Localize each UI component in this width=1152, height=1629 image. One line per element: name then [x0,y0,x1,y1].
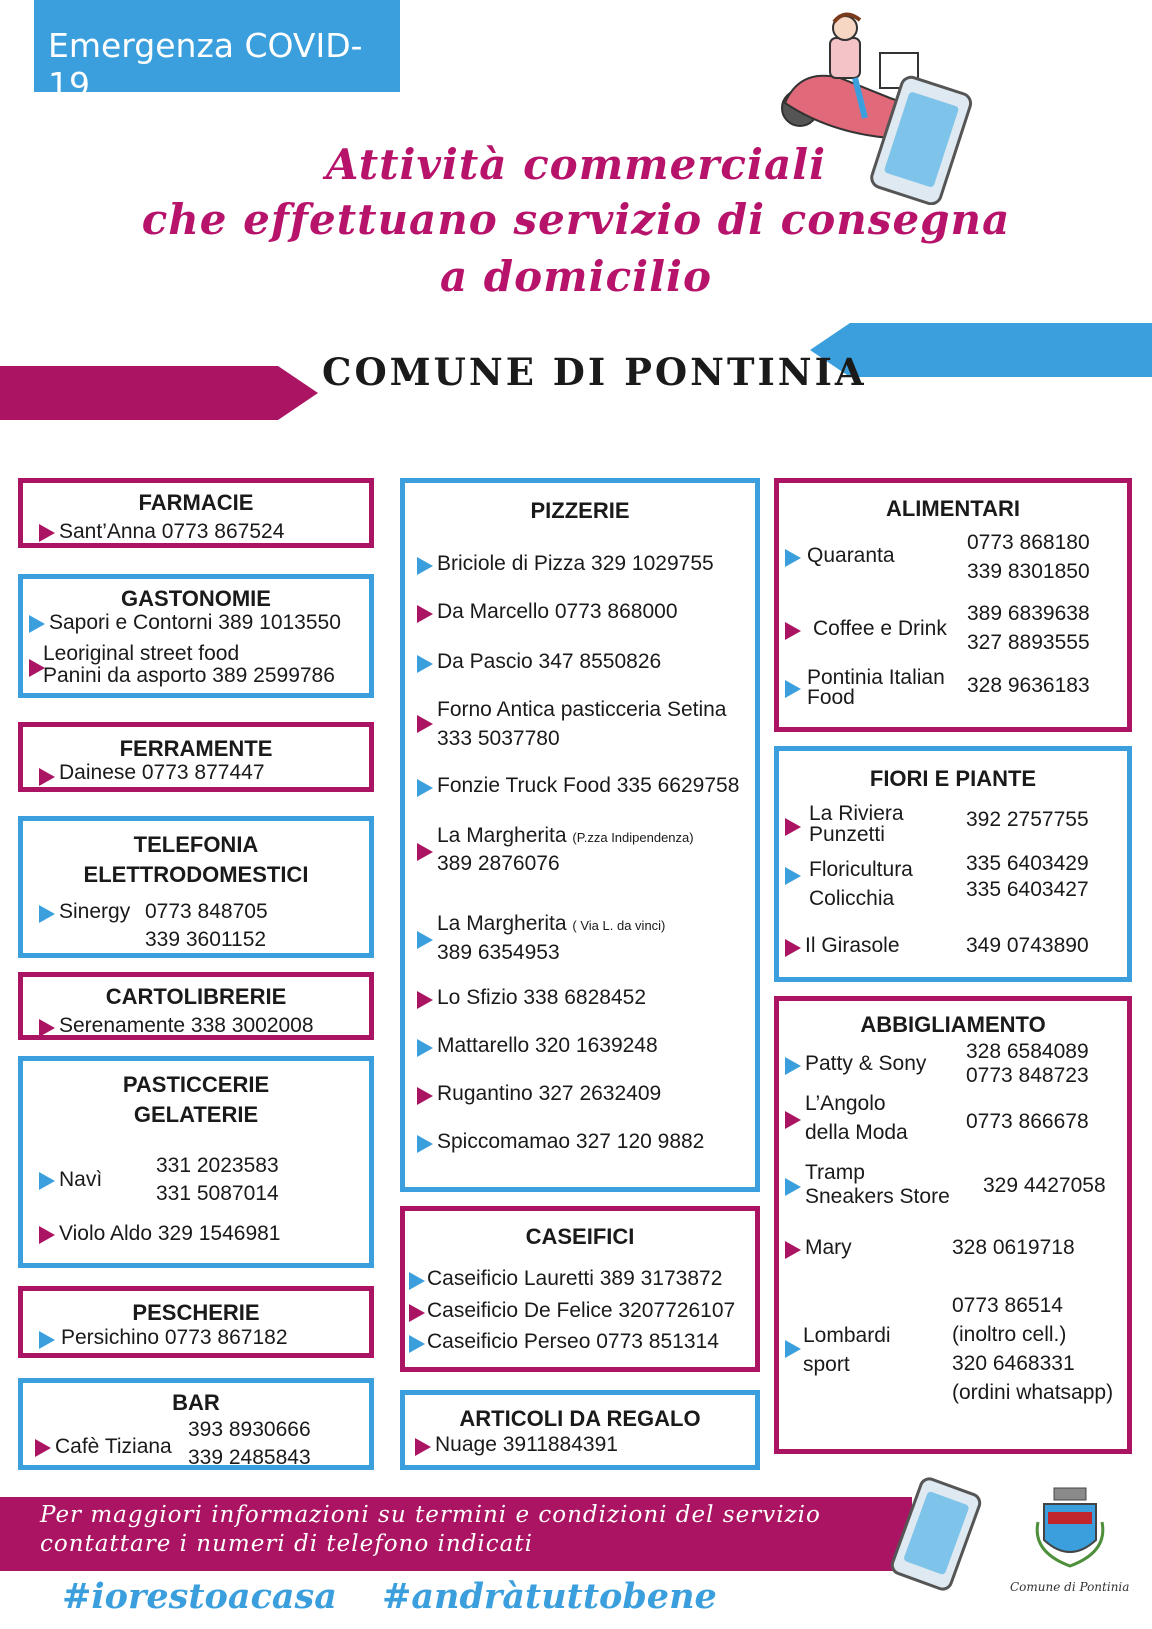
section-title: FIORI E PIANTE [869,766,1037,791]
list-item: L’Angolo [805,1092,886,1115]
bullet-icon [785,1178,801,1196]
phone-number: 0773 848723 [966,1064,1089,1087]
bullet-icon [417,991,433,1009]
bullet-icon [785,622,801,640]
section-title: ARTICOLI DA REGALO [459,1406,701,1431]
phone-number: 328 6584089 [966,1040,1089,1063]
list-item [437,911,665,939]
list-item: Briciole di Pizza 329 1029755 [437,552,714,575]
bullet-icon [39,524,55,542]
section-title: ELETTRODOMESTICI [83,862,309,887]
section-title: PESCHERIE [132,1300,260,1325]
hashtag-andratuttobene: #andràtuttobene [382,1576,717,1617]
section-title: FERRAMENTE [119,736,273,761]
phone-number: 339 8301850 [967,560,1090,583]
section-title: TELEFONIA [133,832,259,857]
bullet-icon [785,1057,801,1075]
coat-of-arms-logo [1030,1482,1110,1578]
list-item-note: (P.zza Indipendenza) [572,830,694,845]
list-item: Caseificio De Felice 3207726107 [427,1299,736,1322]
list-item: Da Marcello 0773 868000 [437,600,678,623]
list-item: Leoriginal street food [43,642,240,665]
bullet-icon [785,1111,801,1129]
section-cartolibrerie [18,972,374,1040]
list-item: Persichino 0773 867182 [61,1326,288,1349]
bullet-icon [785,1340,801,1358]
section-title: BAR [172,1390,220,1415]
bullet-icon [39,1226,55,1244]
list-item: 389 6354953 [437,941,560,964]
section-title: PASTICCERIE [122,1072,270,1097]
list-item: Da Pascio 347 8550826 [437,650,662,673]
list-item: Coffee e Drink [813,617,947,640]
bullet-icon [785,939,801,957]
bullet-icon [409,1335,425,1353]
phone-number: 339 2485843 [188,1446,311,1469]
bullet-icon [785,818,801,836]
smartphone-icon [885,1476,995,1596]
bullet-icon [409,1272,425,1290]
list-item: Sant’Anna 0773 867524 [59,520,285,543]
section-title: PIZZERIE [530,498,630,523]
bullet-icon [417,931,433,949]
list-item: Spiccomamao 327 120 9882 [437,1130,705,1153]
phone-number: 0773 866678 [966,1110,1089,1133]
list-item: Caseificio Perseo 0773 851314 [427,1330,719,1353]
title-line-3: a domicilio [439,252,713,301]
list-item: Navì [59,1168,103,1191]
bullet-icon [39,768,55,786]
section-pizzerie [400,478,760,1192]
list-item: Serenamente 338 3002008 [59,1014,314,1037]
list-item-name: La Margherita [437,912,567,935]
phone-number: 349 0743890 [966,934,1089,957]
list-item: 333 5037780 [437,727,560,750]
phone-number: 328 9636183 [967,674,1090,697]
phone-number: 392 2757755 [966,808,1089,831]
list-item: Quaranta [807,544,895,567]
section-title: ABBIGLIAMENTO [860,1012,1046,1037]
section-articoli-regalo [400,1390,760,1470]
list-item: Pontinia Italian [807,666,945,689]
list-item: Mattarello 320 1639248 [437,1034,658,1057]
bullet-icon [39,1019,55,1037]
phone-number: 0773 868180 [967,531,1090,554]
list-item: Sapori e Contorni 389 1013550 [49,611,341,634]
list-item: Il Girasole [805,934,900,957]
list-item: Dainese 0773 877447 [59,761,265,784]
list-item: Patty & Sony [805,1052,927,1075]
bullet-icon [39,1331,55,1349]
section-fiori-piante [774,746,1132,982]
phone-number: 329 4427058 [983,1174,1106,1197]
list-item: 389 2876076 [437,852,560,875]
list-item-name: La Margherita [437,824,567,847]
bullet-icon [415,1438,431,1456]
banner-left-stripe [0,366,318,420]
list-item: Colicchia [809,887,895,910]
bullet-icon [39,905,55,923]
list-item: La Riviera [809,802,904,825]
covid-badge [34,0,400,104]
bullet-icon [417,1039,433,1057]
list-item: Mary [805,1236,852,1259]
bullet-icon [785,1241,801,1259]
list-item: Forno Antica pasticceria Setina [437,698,727,721]
list-item: Sneakers Store [805,1185,950,1208]
bullet-icon [417,1087,433,1105]
section-alimentari [774,478,1132,732]
bullet-icon [785,549,801,567]
list-item-note: (ordini whatsapp) [952,1381,1114,1404]
list-item-note: (inoltro cell.) [952,1323,1067,1346]
section-abbigliamento [774,996,1132,1454]
section-title: GELATERIE [133,1102,259,1127]
list-item: Nuage 3911884391 [435,1433,618,1456]
footer-info-line-2: contattare i numeri di telefono indicati [40,1531,533,1557]
bullet-icon [417,655,433,673]
phone-number: 389 6839638 [967,602,1090,625]
title-line-1: Attività commerciali [325,140,827,189]
list-item: Caseificio Lauretti 389 3173872 [427,1267,723,1290]
phone-number: 339 3601152 [145,928,267,951]
banner-title: COMUNE DI PONTINIA [322,350,867,394]
list-item: sport [803,1353,850,1376]
bullet-icon [417,605,433,623]
phone-number: 331 2023583 [156,1154,279,1177]
phone-number: 393 8930666 [188,1418,311,1441]
badge-text: Emergenza COVID-19 [48,26,363,104]
section-pasticcerie [18,1056,374,1268]
phone-number: 335 6403429 [966,852,1089,875]
section-telefonia [18,816,374,958]
bullet-icon [417,779,433,797]
bullet-icon [785,680,801,698]
list-item: Fonzie Truck Food 335 6629758 [437,774,740,797]
list-item: Rugantino 327 2632409 [437,1082,662,1105]
list-item: Floricultura [809,858,913,881]
section-ferramente [18,722,374,792]
footer-info-line-1: Per maggiori informazioni su termini e condizioni del servizio [40,1502,821,1528]
list-item-note: ( Via L. da vinci) [572,918,666,933]
bullet-icon [35,1439,51,1457]
list-item: Violo Aldo 329 1546981 [59,1222,281,1245]
list-item: Food [807,686,855,709]
phone-number: 331 5087014 [156,1182,279,1205]
bullet-icon [417,843,433,861]
bullet-icon [409,1304,425,1322]
list-item: Lo Sfizio 338 6828452 [437,986,647,1009]
bullet-icon [29,615,45,633]
section-title: CASEIFICI [525,1224,635,1249]
list-item: della Moda [805,1121,908,1144]
section-title: GASTONOMIE [121,586,271,611]
bullet-icon [785,867,801,885]
comune-caption: Comune di Pontinia [1010,1580,1130,1594]
section-caseifici [400,1206,760,1372]
section-title: CARTOLIBRERIE [105,984,287,1009]
title-line-2: che effettuano servizio di consegna [141,195,1011,244]
list-item [437,823,694,851]
section-gastonomie [18,574,374,698]
section-title: FARMACIE [138,490,254,515]
phone-number: 328 0619718 [952,1236,1075,1259]
list-item: Punzetti [809,823,885,846]
phone-number: 0773 848705 [145,900,268,923]
phone-number: 0773 86514 [952,1294,1063,1317]
list-item: Cafè Tiziana [55,1435,172,1458]
section-title: ALIMENTARI [885,496,1021,521]
section-pescherie [18,1286,374,1358]
phone-number: 320 6468331 [952,1352,1075,1375]
bullet-icon [417,715,433,733]
section-bar [18,1378,374,1470]
section-farmacie [18,478,374,548]
hashtag-iorestoacasa: #iorestoacasa [62,1576,337,1617]
list-item: Sinergy [59,900,131,923]
bullet-icon [417,1135,433,1153]
list-item: Lombardi [803,1324,891,1347]
list-item: Tramp [805,1161,865,1184]
bullet-icon [417,557,433,575]
bullet-icon [39,1172,55,1190]
list-item: Panini da asporto 389 2599786 [43,664,335,687]
phone-number: 335 6403427 [966,878,1089,901]
phone-number: 327 8893555 [967,631,1090,654]
